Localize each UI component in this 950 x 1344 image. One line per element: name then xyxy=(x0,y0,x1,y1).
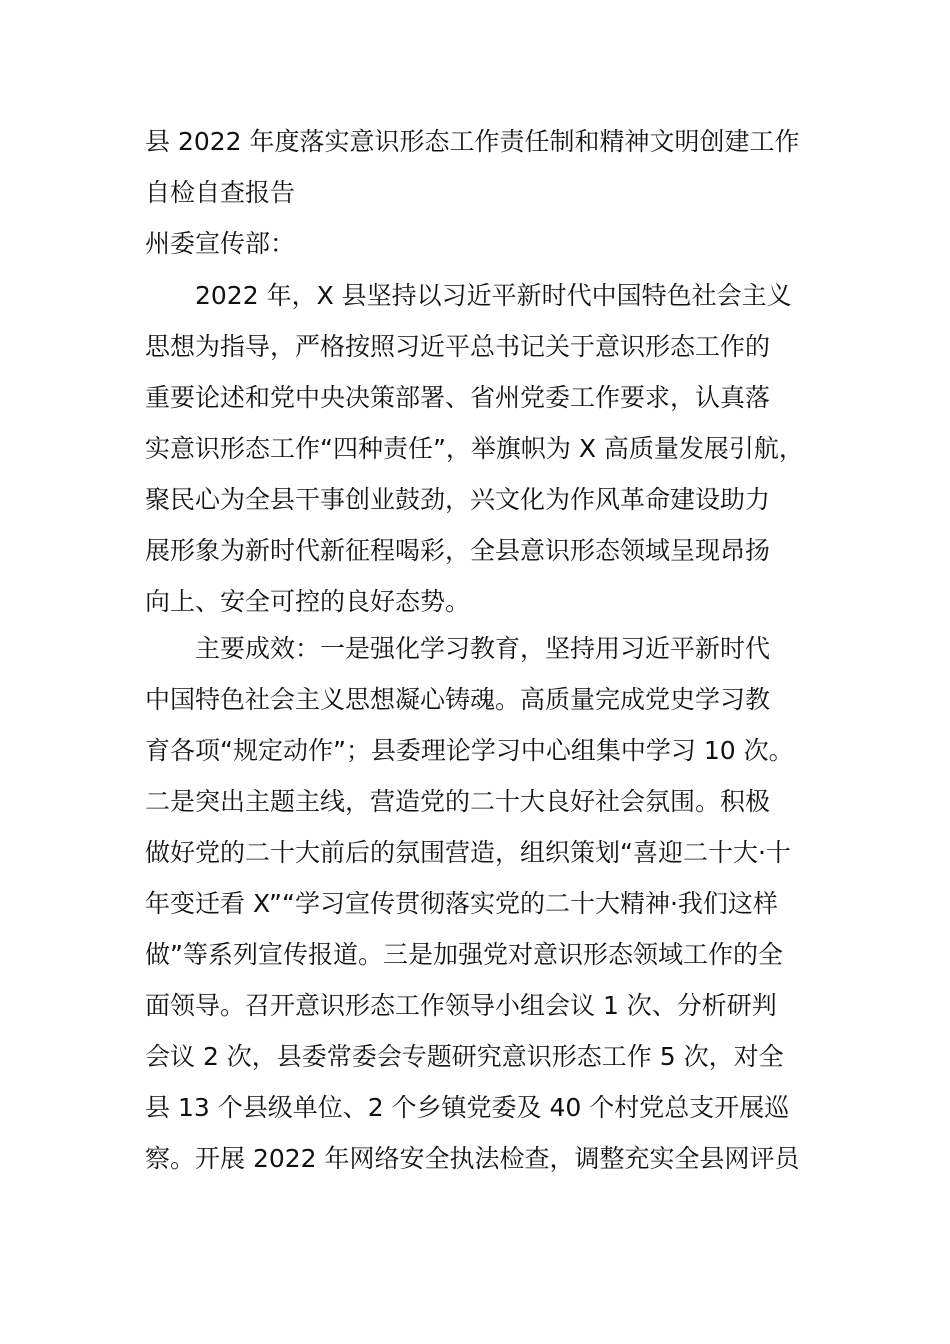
paragraph-2-line-5: 做好党的二十大前后的氛围营造，组织策划“喜迎二十大·十 xyxy=(145,838,791,867)
paragraph-1-line-3: 重要论述和党中央决策部署、省州党委工作要求，认真落 xyxy=(145,383,771,412)
paragraph-2-line-10: 县 13 个县级单位、2 个乡镇党委及 40 个村党总支开展巡 xyxy=(145,1093,790,1122)
paragraph-2-line-7: 做”等系列宣传报道。三是加强党对意识形态领域工作的全 xyxy=(145,940,783,969)
paragraph-2-line-4: 二是突出主题主线，营造党的二十大良好社会氛围。积极 xyxy=(145,787,771,816)
paragraph-1-line-1: 2022 年，X 县坚持以习近平新时代中国特色社会主义 xyxy=(195,281,792,310)
paragraph-1-line-2: 思想为指导，严格按照习近平总书记关于意识形态工作的 xyxy=(145,332,771,361)
paragraph-2-line-2: 中国特色社会主义思想凝心铸魂。高质量完成党史学习教 xyxy=(145,685,771,714)
paragraph-2-line-8: 面领导。召开意识形态工作领导小组会议 1 次、分析研判 xyxy=(145,991,777,1020)
document-title-line-2: 自检自查报告 xyxy=(145,178,296,207)
paragraph-1-line-4: 实意识形态工作“四种责任”，举旗帜为 X 高质量发展引航， xyxy=(145,434,804,463)
document-title-line-1: 县 2022 年度落实意识形态工作责任制和精神文明创建工作 xyxy=(145,127,800,156)
paragraph-1-line-5: 聚民心为全县干事创业鼓劲，兴文化为作风革命建设助力 xyxy=(145,485,771,514)
salutation: 州委宣传部： xyxy=(145,229,296,258)
paragraph-2-line-6: 年变迁看 X”“学习宣传贯彻落实党的二十大精神·我们这样 xyxy=(145,889,778,918)
paragraph-1-line-6: 展形象为新时代新征程喝彩，全县意识形态领域呈现昂扬 xyxy=(145,536,771,565)
paragraph-2-line-3: 育各项“规定动作”；县委理论学习中心组集中学习 10 次。 xyxy=(145,736,794,765)
paragraph-2-line-9: 会议 2 次，县委常委会专题研究意识形态工作 5 次，对全 xyxy=(145,1042,784,1071)
paragraph-1-line-7: 向上、安全可控的良好态势。 xyxy=(145,587,471,616)
paragraph-2-line-1: 主要成效：一是强化学习教育，坚持用习近平新时代 xyxy=(195,634,771,663)
paragraph-2-line-11: 察。开展 2022 年网络安全执法检查，调整充实全县网评员 xyxy=(145,1144,800,1173)
